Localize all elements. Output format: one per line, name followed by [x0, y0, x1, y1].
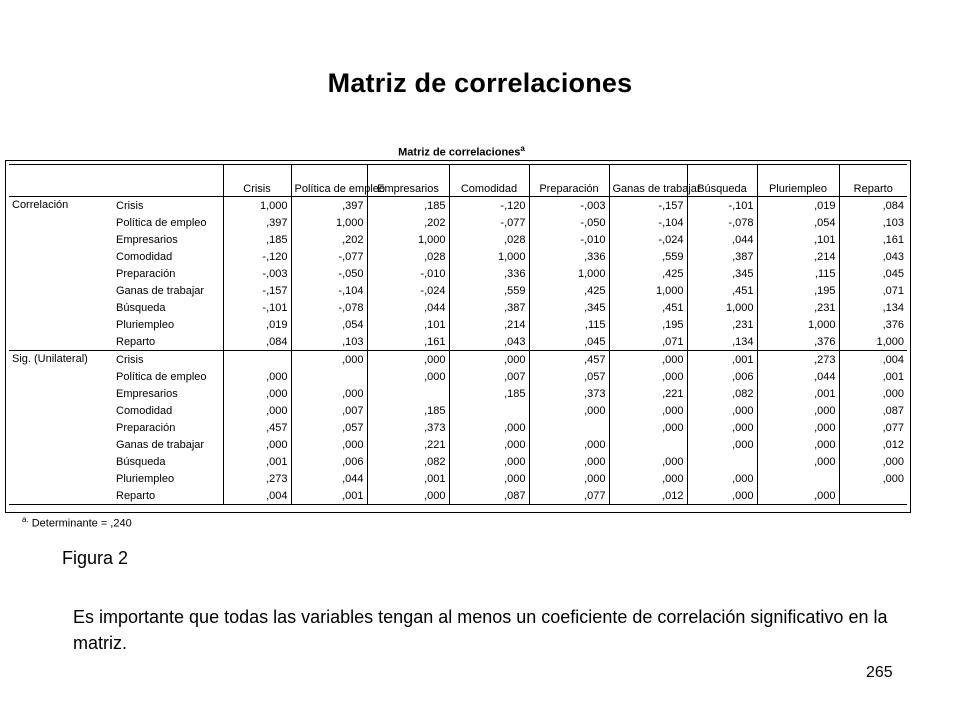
matrix-cell: 1,000 — [529, 265, 609, 282]
matrix-cell: ,087 — [449, 487, 529, 505]
matrix-cell — [839, 487, 907, 505]
matrix-cell: ,006 — [687, 368, 757, 385]
matrix-cell: ,057 — [291, 419, 367, 436]
column-header: Preparación — [529, 165, 609, 197]
matrix-cell: ,054 — [291, 316, 367, 333]
matrix-cell: ,231 — [757, 299, 839, 316]
table-row — [9, 316, 907, 333]
matrix-cell: ,082 — [687, 385, 757, 402]
matrix-cell: ,028 — [367, 248, 449, 265]
matrix-cell: -,050 — [529, 214, 609, 231]
matrix-cell: ,000 — [609, 453, 687, 470]
matrix-cell: ,001 — [291, 487, 367, 505]
matrix-cell: ,043 — [839, 248, 907, 265]
group-label — [9, 265, 113, 282]
matrix-cell: ,000 — [687, 419, 757, 436]
matrix-cell: ,019 — [223, 316, 291, 333]
column-header: Reparto — [839, 165, 907, 197]
matrix-cell: -,077 — [449, 214, 529, 231]
footnote-text: Determinante = ,240 — [31, 517, 132, 530]
matrix-cell: ,202 — [291, 231, 367, 248]
matrix-cell: ,273 — [223, 470, 291, 487]
row-variable-label: Comodidad — [113, 248, 223, 265]
table-row — [9, 265, 907, 282]
group-label — [9, 419, 113, 436]
matrix-cell: -,157 — [223, 282, 291, 299]
table-row — [9, 248, 907, 265]
table-row — [9, 436, 907, 453]
matrix-cell: ,000 — [291, 385, 367, 402]
matrix-cell: ,028 — [449, 231, 529, 248]
matrix-cell: ,103 — [839, 214, 907, 231]
matrix-cell: ,000 — [687, 470, 757, 487]
matrix-cell: -,078 — [687, 214, 757, 231]
matrix-cell: ,004 — [223, 487, 291, 505]
matrix-cell: ,071 — [839, 282, 907, 299]
matrix-cell: ,000 — [367, 368, 449, 385]
header-blank-group — [9, 165, 113, 197]
table-title — [9, 144, 914, 159]
matrix-cell: ,082 — [367, 453, 449, 470]
matrix-cell: -,003 — [529, 197, 609, 215]
matrix-cell: 1,000 — [367, 231, 449, 248]
matrix-cell — [687, 453, 757, 470]
matrix-cell: ,195 — [609, 316, 687, 333]
matrix-cell: ,045 — [839, 265, 907, 282]
table-row — [9, 197, 907, 215]
row-variable-label: Comodidad — [113, 402, 223, 419]
matrix-cell: ,000 — [367, 487, 449, 505]
row-variable-label: Pluriempleo — [113, 470, 223, 487]
group-label — [9, 385, 113, 402]
matrix-cell: ,044 — [367, 299, 449, 316]
matrix-cell: ,045 — [529, 333, 609, 351]
matrix-cell: 1,000 — [291, 214, 367, 231]
matrix-cell — [223, 351, 291, 369]
header-blank-var — [113, 165, 223, 197]
group-label — [9, 214, 113, 231]
matrix-cell: ,012 — [609, 487, 687, 505]
matrix-cell: ,001 — [367, 470, 449, 487]
row-variable-label: Reparto — [113, 487, 223, 505]
matrix-cell: ,077 — [529, 487, 609, 505]
matrix-cell: ,000 — [529, 436, 609, 453]
column-header: Pluriempleo — [757, 165, 839, 197]
matrix-cell: -,101 — [687, 197, 757, 215]
matrix-cell: ,000 — [609, 402, 687, 419]
matrix-cell: ,000 — [449, 351, 529, 369]
matrix-cell: ,087 — [839, 402, 907, 419]
matrix-cell: ,101 — [757, 231, 839, 248]
matrix-cell: ,336 — [449, 265, 529, 282]
matrix-cell: ,000 — [529, 402, 609, 419]
matrix-cell: ,115 — [529, 316, 609, 333]
group-label — [9, 231, 113, 248]
matrix-cell: ,425 — [609, 265, 687, 282]
matrix-cell: ,004 — [839, 351, 907, 369]
matrix-cell: -,010 — [529, 231, 609, 248]
matrix-cell: ,000 — [529, 453, 609, 470]
matrix-cell: ,221 — [367, 436, 449, 453]
matrix-cell: ,084 — [223, 333, 291, 351]
matrix-cell: ,000 — [687, 402, 757, 419]
matrix-cell: ,000 — [291, 351, 367, 369]
matrix-cell: ,000 — [757, 402, 839, 419]
matrix-cell: 1,000 — [609, 282, 687, 299]
matrix-cell: ,012 — [839, 436, 907, 453]
correlation-matrix-table — [9, 164, 907, 505]
row-variable-label: Crisis — [113, 197, 223, 215]
row-variable-label: Política de empleo — [113, 368, 223, 385]
matrix-cell: ,373 — [529, 385, 609, 402]
matrix-cell: ,161 — [839, 231, 907, 248]
row-variable-label: Preparación — [113, 265, 223, 282]
matrix-cell: ,001 — [223, 453, 291, 470]
slide-title: Matriz de correlaciones — [327, 68, 633, 98]
matrix-cell: -,078 — [291, 299, 367, 316]
column-header: Ganas de trabajar — [609, 165, 687, 197]
table-row — [9, 453, 907, 470]
matrix-cell: -,050 — [291, 265, 367, 282]
matrix-cell: ,019 — [757, 197, 839, 215]
matrix-cell: ,185 — [449, 385, 529, 402]
table-row — [9, 231, 907, 248]
matrix-cell: -,120 — [449, 197, 529, 215]
row-variable-label: Crisis — [113, 351, 223, 369]
matrix-cell: ,044 — [757, 368, 839, 385]
matrix-cell: ,000 — [757, 487, 839, 505]
footnote-marker: a. — [22, 515, 29, 524]
matrix-body — [9, 197, 907, 505]
group-label — [9, 453, 113, 470]
row-variable-label: Reparto — [113, 333, 223, 351]
matrix-cell: ,001 — [687, 351, 757, 369]
group-label — [9, 316, 113, 333]
matrix-cell: ,115 — [757, 265, 839, 282]
row-variable-label: Búsqueda — [113, 453, 223, 470]
page-number: 265 — [866, 664, 893, 681]
matrix-cell: ,043 — [449, 333, 529, 351]
table-row — [9, 333, 907, 351]
matrix-cell: ,044 — [291, 470, 367, 487]
row-variable-label: Preparación — [113, 419, 223, 436]
table-row — [9, 402, 907, 419]
column-header: Empresarios — [367, 165, 449, 197]
matrix-cell: ,007 — [449, 368, 529, 385]
matrix-cell: 1,000 — [839, 333, 907, 351]
matrix-cell: ,000 — [449, 470, 529, 487]
matrix-cell: ,054 — [757, 214, 839, 231]
group-label — [9, 470, 113, 487]
row-variable-label: Ganas de trabajar — [113, 436, 223, 453]
table-title-text: Matriz de correlaciones — [398, 146, 521, 159]
matrix-cell: ,134 — [687, 333, 757, 351]
matrix-cell: -,010 — [367, 265, 449, 282]
column-header: Política de empleo — [291, 165, 367, 197]
matrix-cell: 1,000 — [757, 316, 839, 333]
matrix-cell: ,103 — [291, 333, 367, 351]
row-variable-label: Empresarios — [113, 385, 223, 402]
matrix-cell: ,387 — [449, 299, 529, 316]
matrix-cell: ,273 — [757, 351, 839, 369]
matrix-cell: ,195 — [757, 282, 839, 299]
column-header: Comodidad — [449, 165, 529, 197]
matrix-cell: ,451 — [687, 282, 757, 299]
matrix-cell: ,000 — [839, 470, 907, 487]
matrix-cell: ,000 — [223, 402, 291, 419]
matrix-cell: ,000 — [291, 436, 367, 453]
matrix-cell: ,000 — [223, 436, 291, 453]
matrix-cell: ,000 — [449, 419, 529, 436]
matrix-cell: ,044 — [687, 231, 757, 248]
matrix-cell: ,000 — [757, 453, 839, 470]
matrix-cell: ,559 — [449, 282, 529, 299]
matrix-cell: ,000 — [449, 453, 529, 470]
matrix-cell: ,202 — [367, 214, 449, 231]
header-row — [9, 165, 907, 197]
matrix-cell: ,387 — [687, 248, 757, 265]
matrix-cell: ,006 — [291, 453, 367, 470]
matrix-cell: ,000 — [609, 419, 687, 436]
matrix-cell: ,001 — [839, 368, 907, 385]
matrix-cell: -,104 — [291, 282, 367, 299]
table-row — [9, 214, 907, 231]
matrix-cell: ,397 — [291, 197, 367, 215]
matrix-cell — [609, 436, 687, 453]
matrix-cell: -,003 — [223, 265, 291, 282]
matrix-cell: ,000 — [757, 436, 839, 453]
matrix-cell: ,007 — [291, 402, 367, 419]
matrix-cell: ,000 — [839, 385, 907, 402]
matrix-cell: ,425 — [529, 282, 609, 299]
matrix-cell: ,457 — [529, 351, 609, 369]
row-variable-label: Pluriempleo — [113, 316, 223, 333]
matrix-cell: ,336 — [529, 248, 609, 265]
table-row — [9, 470, 907, 487]
group-label — [9, 282, 113, 299]
matrix-cell: ,345 — [529, 299, 609, 316]
matrix-cell: ,185 — [367, 402, 449, 419]
matrix-cell: ,559 — [609, 248, 687, 265]
matrix-cell: -,077 — [291, 248, 367, 265]
matrix-cell: ,161 — [367, 333, 449, 351]
table-row — [9, 351, 907, 369]
matrix-cell: ,231 — [687, 316, 757, 333]
matrix-cell: ,397 — [223, 214, 291, 231]
matrix-cell: 1,000 — [223, 197, 291, 215]
table-row — [9, 368, 907, 385]
matrix-cell: ,221 — [609, 385, 687, 402]
matrix-cell: ,214 — [757, 248, 839, 265]
matrix-cell — [367, 385, 449, 402]
correlation-matrix-box — [5, 160, 911, 513]
group-label: Correlación — [12, 199, 69, 211]
matrix-cell: ,000 — [839, 453, 907, 470]
matrix-cell: ,185 — [223, 231, 291, 248]
matrix-cell: ,373 — [367, 419, 449, 436]
matrix-cell: ,000 — [529, 470, 609, 487]
table-row — [9, 419, 907, 436]
matrix-cell: ,000 — [223, 368, 291, 385]
matrix-cell: ,376 — [839, 316, 907, 333]
group-label — [9, 299, 113, 316]
row-variable-label: Búsqueda — [113, 299, 223, 316]
matrix-cell: ,345 — [687, 265, 757, 282]
row-variable-label: Empresarios — [113, 231, 223, 248]
matrix-cell — [291, 368, 367, 385]
table-row — [9, 385, 907, 402]
matrix-cell: -,157 — [609, 197, 687, 215]
matrix-cell: ,134 — [839, 299, 907, 316]
row-variable-label: Ganas de trabajar — [113, 282, 223, 299]
matrix-cell: ,000 — [687, 487, 757, 505]
matrix-cell: ,000 — [223, 385, 291, 402]
matrix-cell: ,376 — [757, 333, 839, 351]
matrix-cell: ,457 — [223, 419, 291, 436]
table-footnote — [22, 515, 132, 530]
matrix-cell: -,104 — [609, 214, 687, 231]
matrix-cell: ,057 — [529, 368, 609, 385]
matrix-cell: ,071 — [609, 333, 687, 351]
matrix-cell: ,000 — [609, 351, 687, 369]
group-label — [9, 487, 113, 505]
body-text: Es importante que todas las variables tengan al menos un coeficiente de correlación significativo en la matriz. — [73, 607, 888, 653]
matrix-cell — [529, 419, 609, 436]
matrix-cell: ,000 — [449, 436, 529, 453]
group-label: Sig. (Unilateral) — [9, 351, 113, 369]
table-row — [9, 282, 907, 299]
matrix-cell: ,000 — [367, 351, 449, 369]
column-header: Búsqueda — [687, 165, 757, 197]
group-label — [9, 368, 113, 385]
matrix-cell: ,101 — [367, 316, 449, 333]
group-label — [9, 333, 113, 351]
matrix-cell: ,000 — [757, 419, 839, 436]
matrix-cell: ,185 — [367, 197, 449, 215]
matrix-cell: 1,000 — [687, 299, 757, 316]
group-label — [9, 248, 113, 265]
matrix-cell: ,451 — [609, 299, 687, 316]
matrix-cell: -,024 — [367, 282, 449, 299]
matrix-cell: -,120 — [223, 248, 291, 265]
group-label — [9, 436, 113, 453]
matrix-cell: -,024 — [609, 231, 687, 248]
matrix-cell — [757, 470, 839, 487]
matrix-cell — [449, 402, 529, 419]
matrix-cell: ,000 — [609, 368, 687, 385]
figure-caption: Figura 2 — [62, 548, 129, 568]
matrix-cell: ,001 — [757, 385, 839, 402]
matrix-cell: ,000 — [609, 470, 687, 487]
matrix-cell: -,101 — [223, 299, 291, 316]
matrix-cell: ,084 — [839, 197, 907, 215]
table-row — [9, 299, 907, 316]
group-label — [9, 402, 113, 419]
row-variable-label: Política de empleo — [113, 214, 223, 231]
matrix-cell: ,214 — [449, 316, 529, 333]
column-header: Crisis — [223, 165, 291, 197]
table-title-marker: a — [520, 144, 525, 153]
matrix-cell: ,077 — [839, 419, 907, 436]
matrix-cell: ,000 — [687, 436, 757, 453]
matrix-cell: 1,000 — [449, 248, 529, 265]
table-row — [9, 487, 907, 505]
